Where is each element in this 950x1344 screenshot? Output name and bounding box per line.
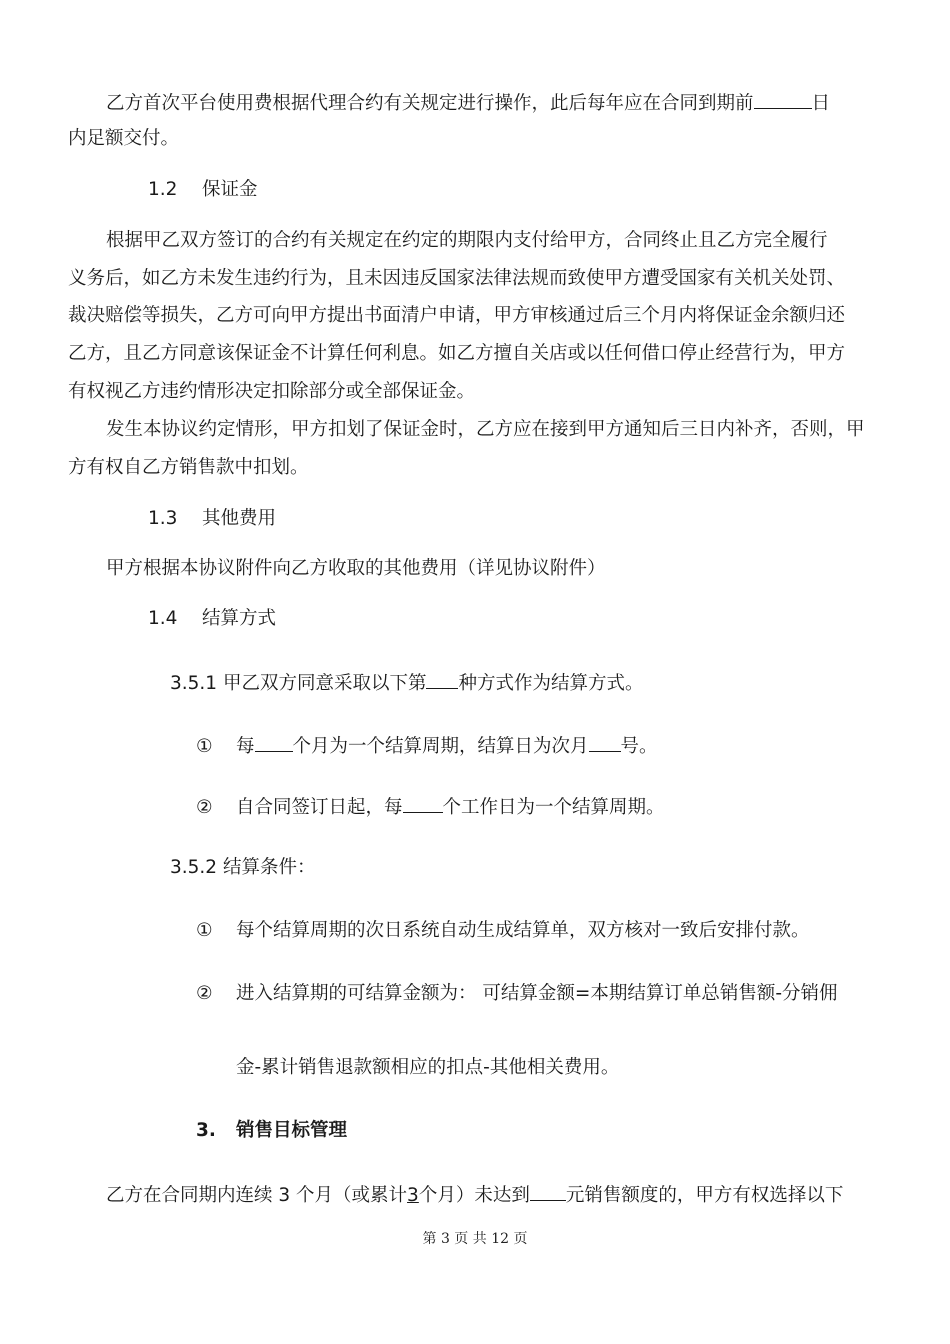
section-number: 3. [196,1120,216,1141]
condition-2-line-1 [196,982,838,1006]
text: 乙方首次平台使用费根据代理合约有关规定进行操作，此后每年应在合同到期前 [106,93,754,114]
section-heading-3 [196,1119,347,1143]
fill-blank [255,733,293,752]
paragraph-1-line-1 [106,90,830,116]
circled-number-1: ① [196,920,213,941]
clause-3-5-2: 3.5.2 结算条件： [170,857,316,878]
text: 自合同签订日起，每 [236,797,403,818]
circled-number-2: ② [196,983,213,1004]
section-title: 其他费用 [202,508,277,529]
section-heading-1-3 [148,507,276,531]
option-1 [196,733,658,759]
section-title: 结算方式 [202,608,277,629]
text: 每个结算周期的次日系统自动生成结算单，双方核对一致后安排付款。 [236,920,810,941]
paragraph-2-line-4: 乙方，且乙方同意该保证金不计算任何利息。如乙方擅自关店或以任何借口停止经营行为，甲方 [68,343,846,364]
fill-blank [426,670,458,689]
section-heading-1-4 [148,607,276,631]
text: 日 [811,93,831,114]
section-number: 1.4 [148,608,178,629]
section-heading-1-2 [148,178,258,202]
condition-2-line-2: 金-累计销售退款额相应的扣点-其他相关费用。 [236,1057,620,1078]
clause-3-5-1 [170,670,643,696]
underlined-value: 3 [407,1185,419,1206]
fill-blank [403,794,443,813]
section-title: 保证金 [202,179,258,200]
text: 进入结算期的可结算金额为： 可结算金额=本期结算订单总销售额-分销佣 [236,983,838,1004]
circled-number-1: ① [196,736,213,757]
paragraph-1-line-2: 内足额交付。 [68,128,180,149]
text: 个工作日为一个结算周期。 [442,797,665,818]
section-title: 销售目标管理 [236,1120,348,1141]
paragraph-3-line-2: 方有权自乙方销售款中扣划。 [68,457,309,478]
option-2 [196,794,665,820]
section-number: 1.3 [148,508,178,529]
condition-1 [196,919,810,943]
section-number: 1.2 [148,179,178,200]
paragraph-3-line-1: 发生本协议约定情形，甲方扣划了保证金时，乙方应在接到甲方通知后三日内补齐，否则，甲 [106,419,865,440]
circled-number-2: ② [196,797,213,818]
paragraph-4: 甲方根据本协议附件向乙方收取的其他费用（详见协议附件） [106,558,606,579]
text: 元销售额度的，甲方有权选择以下 [565,1185,844,1206]
text: 每 [236,736,255,757]
paragraph-2-line-1: 根据甲乙双方签订的合约有关规定在约定的期限内支付给甲方，合同终止且乙方完全履行 [106,230,828,251]
paragraph-2-line-5: 有权视乙方违约情形决定扣除部分或全部保证金。 [68,381,476,402]
text: 个月）未达到 [418,1185,530,1206]
text: 号。 [620,736,658,757]
text: 3.5.1 甲乙双方同意采取以下第 [170,673,427,694]
page-footer: 第 3 页 共 12 页 [422,1231,528,1247]
paragraph-5-line-1 [106,1182,843,1208]
fill-blank [530,1182,566,1201]
paragraph-2-line-2: 义务后，如乙方未发生违约行为，且未因违反国家法律法规而致使甲方遭受国家有关机关处罚、 [68,268,846,289]
fill-blank [589,733,621,752]
text: 种方式作为结算方式。 [458,673,644,694]
fill-blank [754,90,812,109]
paragraph-2-line-3: 裁决赔偿等损失，乙方可向甲方提出书面清户申请，甲方审核通过后三个月内将保证金余额归还 [68,305,846,326]
text: 乙方在合同期内连续 3 个月（或累计 [106,1185,408,1206]
text: 个月为一个结算周期，结算日为次月 [292,736,589,757]
